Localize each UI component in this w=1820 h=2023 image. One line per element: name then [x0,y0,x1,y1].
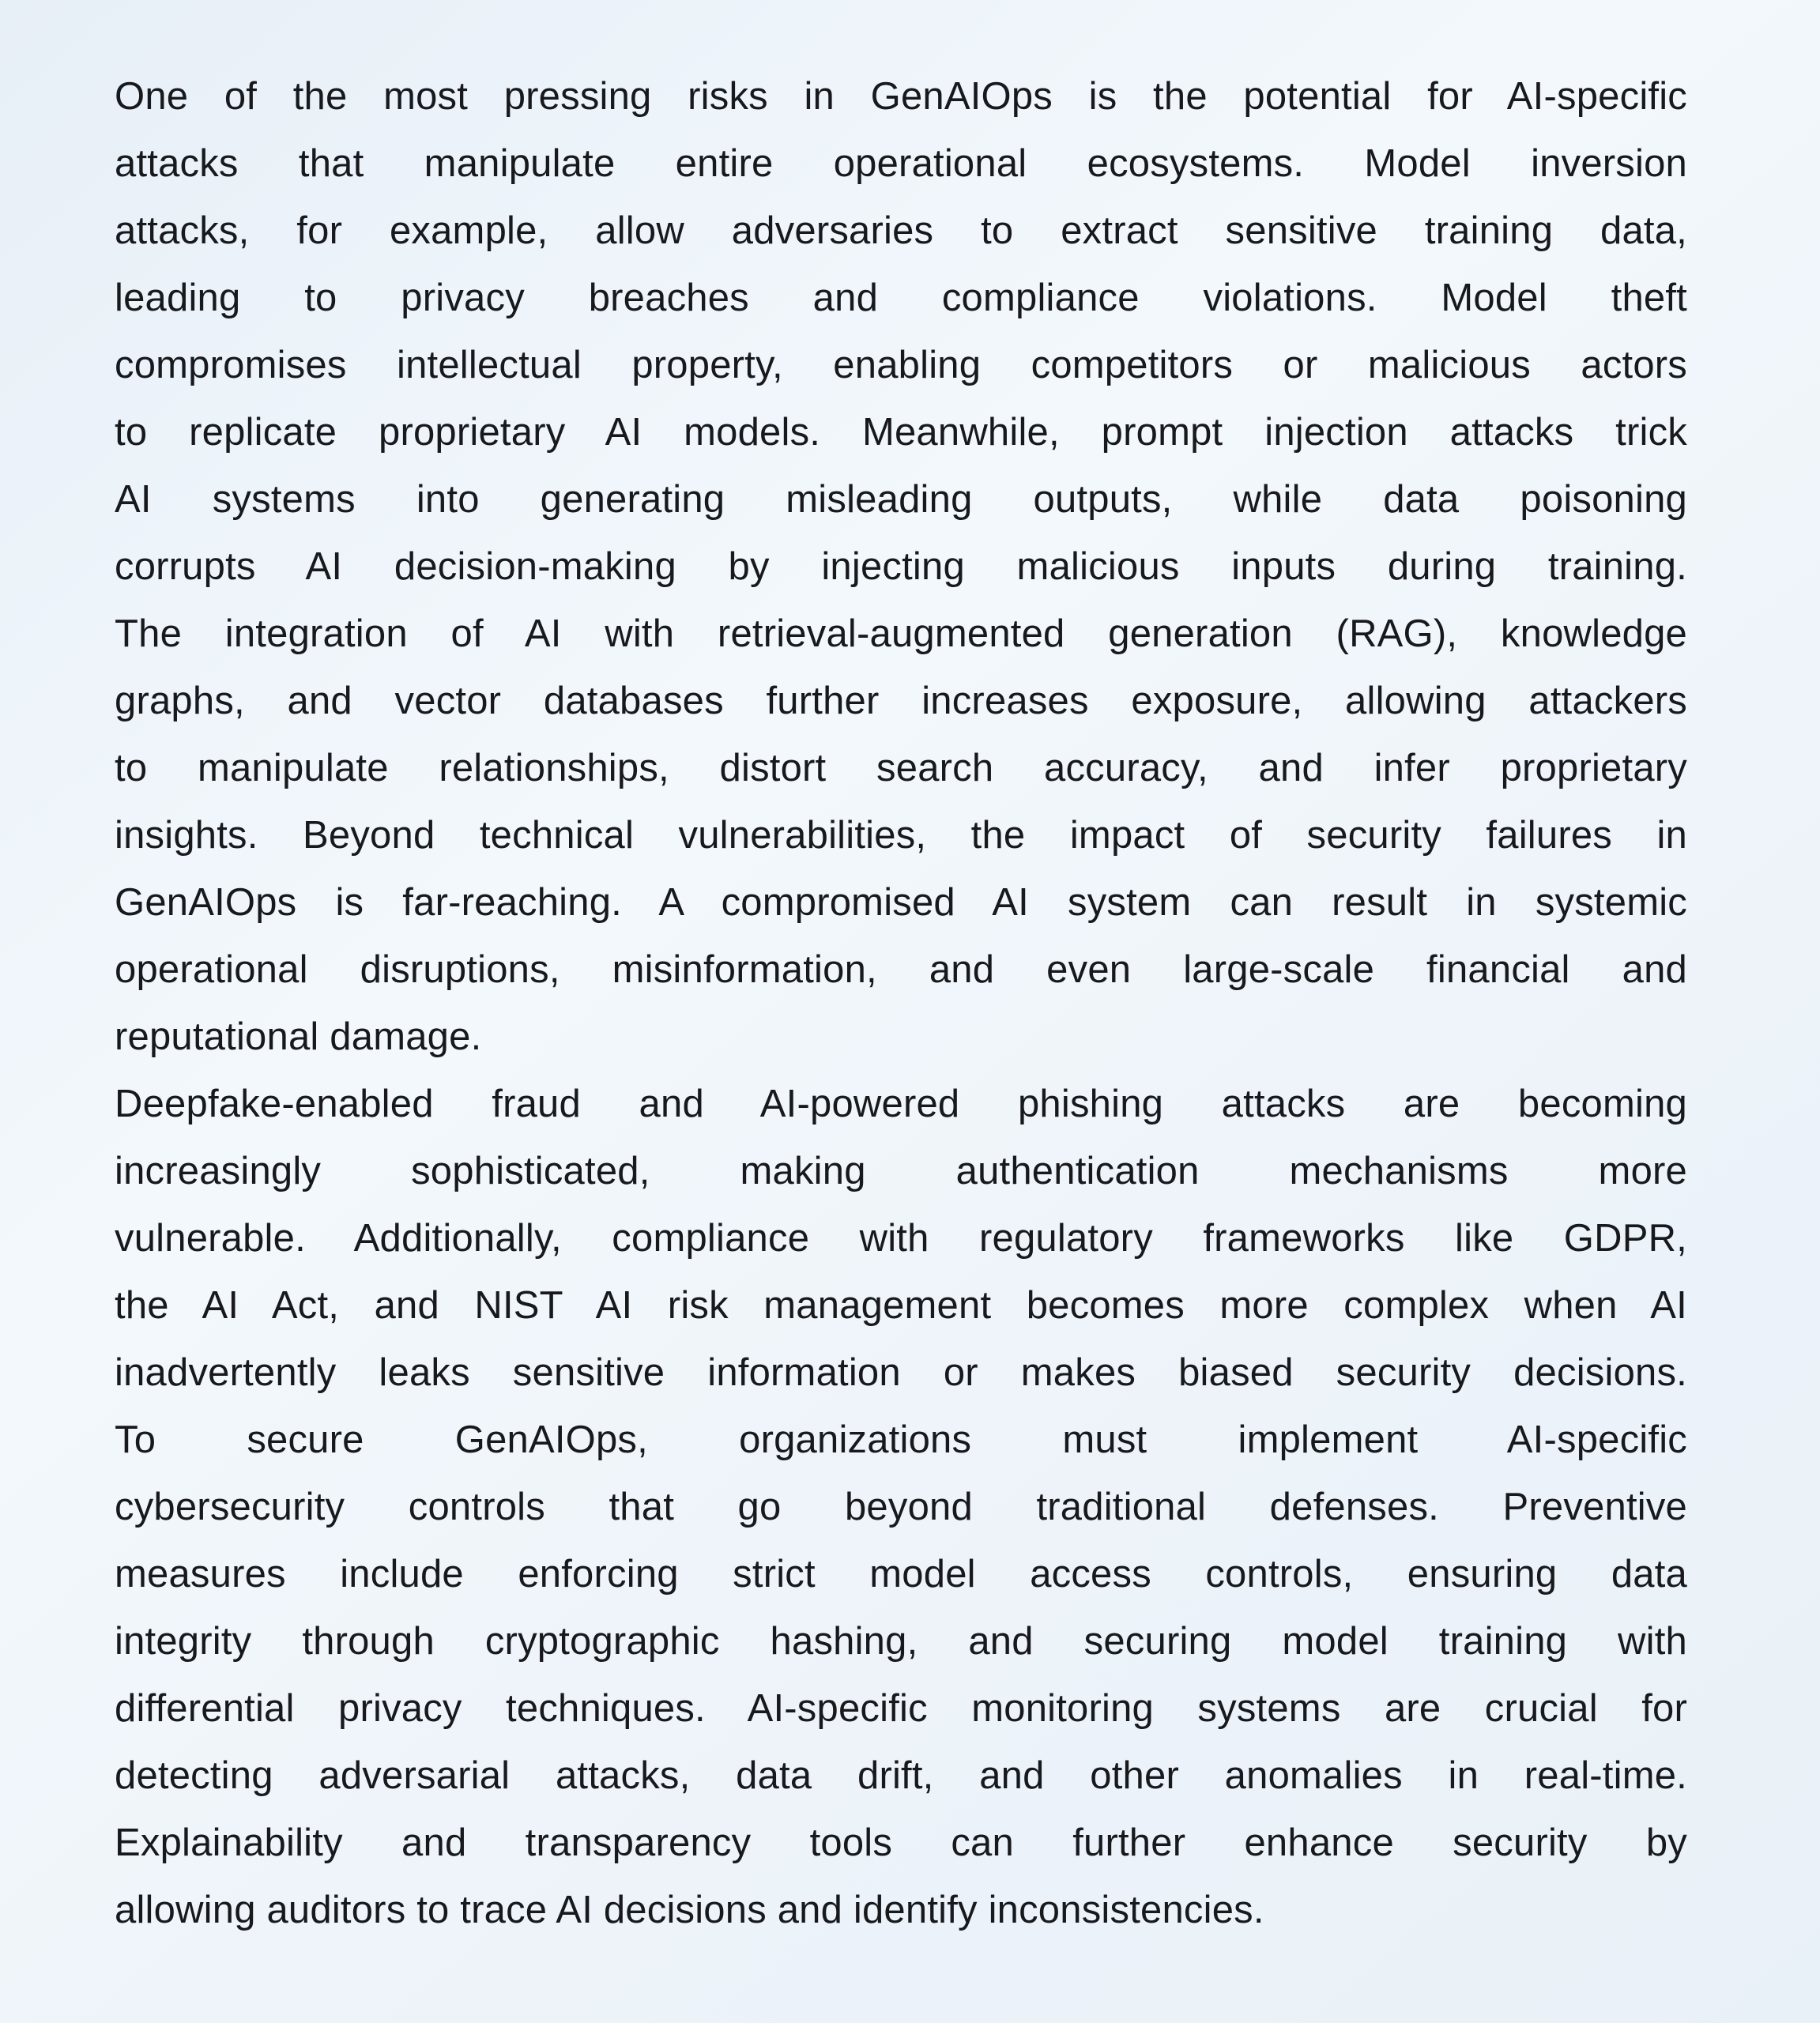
paragraph-1 [115,63,1687,1071]
text-line: attacks, for example, allow adversaries to extract sensitive training data, [115,209,1687,252]
text-line: increasingly sophisticated, making authentication mechanisms more [115,1150,1687,1192]
paragraph-2 [115,1071,1687,1944]
text-line: the AI Act, and NIST AI risk management becomes more complex when AI [115,1284,1687,1327]
text-line: Explainability and transparency tools can further enhance security by [115,1821,1687,1864]
text-line: To secure GenAIOps, organizations must implement AI-specific [115,1418,1687,1461]
text-line: integrity through cryptographic hashing, and securing model training with [115,1620,1687,1663]
text-line: AI systems into generating misleading outputs, while data poisoning [115,478,1687,521]
text-line: attacks that manipulate entire operational ecosystems. Model inversion [115,142,1687,185]
text-line: cybersecurity controls that go beyond traditional defenses. Preventive [115,1486,1687,1528]
text-line: inadvertently leaks sensitive information or makes biased security decisions. [115,1351,1687,1394]
text-line: The integration of AI with retrieval-augmented generation (RAG), knowledge [115,612,1687,655]
text-line: Deepfake-enabled fraud and AI-powered phishing attacks are becoming [115,1083,1687,1125]
text-line: GenAIOps is far-reaching. A compromised AI system can result in systemic [115,881,1687,924]
text-line: differential privacy techniques. AI-specific monitoring systems are crucial for [115,1687,1687,1730]
text-line: allowing auditors to trace AI decisions and identify inconsistencies. [115,1889,1264,1931]
text-line: graphs, and vector databases further increases exposure, allowing attackers [115,680,1687,722]
text-line: insights. Beyond technical vulnerabilities, the impact of security failures in [115,814,1687,857]
text-line: detecting adversarial attacks, data drift, and other anomalies in real-time. [115,1754,1687,1797]
text-line: compromises intellectual property, enabling competitors or malicious actors [115,344,1687,386]
text-line: vulnerable. Additionally, compliance with regulatory frameworks like GDPR, [115,1217,1687,1260]
text-line: One of the most pressing risks in GenAIOps is the potential for AI-specific [115,75,1687,118]
text-line: leading to privacy breaches and compliance violations. Model theft [115,277,1687,319]
text-line: to replicate proprietary AI models. Meanwhile, prompt injection attacks trick [115,411,1687,454]
text-line: reputational damage. [115,1015,482,1058]
text-line: to manipulate relationships, distort search accuracy, and infer proprietary [115,747,1687,789]
text-line: corrupts AI decision-making by injecting malicious inputs during training. [115,545,1687,588]
text-line: operational disruptions, misinformation, and even large-scale financial and [115,948,1687,991]
text-line: measures include enforcing strict model access controls, ensuring data [115,1553,1687,1595]
